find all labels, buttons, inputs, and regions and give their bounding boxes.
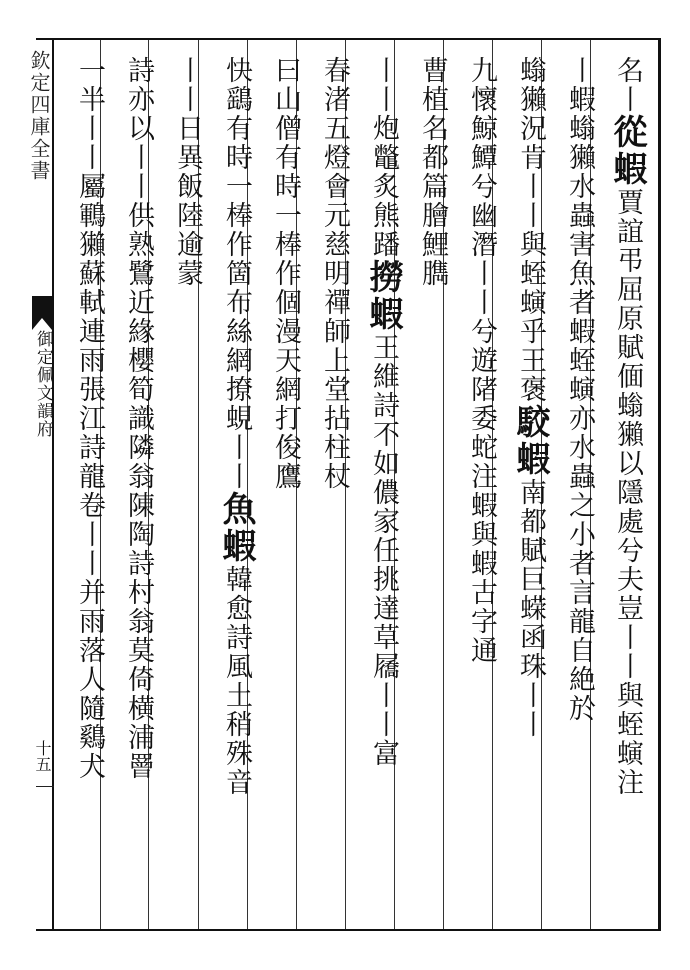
text-column xyxy=(262,56,308,926)
column-text: 詩亦以丨丨供熟鷺近緣櫻筍識隣翁陳陶詩村翁莫倚横浦罾 xyxy=(123,56,154,781)
text-column xyxy=(66,56,112,926)
page-number-rule xyxy=(36,786,54,787)
fish-tail-mark-icon xyxy=(32,296,52,330)
text-column xyxy=(311,56,357,926)
page-number: 十五 xyxy=(33,740,52,772)
headword: 魚蝦 xyxy=(216,491,256,565)
column-text: 韓愈詩風土稍殊音 xyxy=(221,565,252,797)
headword: 從蝦 xyxy=(607,114,647,188)
column-text: 丨蝦螉獺水蟲害魚者蝦蛭螾亦水蟲之小者言龍自絶於 xyxy=(564,56,595,723)
text-column xyxy=(213,56,259,926)
column-text: 名丨 xyxy=(612,56,643,114)
column-text: 丨丨炮鼈炙熊蹯 xyxy=(368,56,399,259)
text-column xyxy=(164,56,210,926)
text-column xyxy=(458,56,504,926)
text-column xyxy=(115,56,161,926)
text-column xyxy=(604,56,650,926)
column-text: 南都賦巨蝾函珠丨丨 xyxy=(515,478,546,739)
column-text: 曰山僧有時一棒作個漫天網打俊鷹 xyxy=(270,56,301,491)
text-column xyxy=(409,56,455,926)
column-text: 春渚五燈會元慈明禪師上堂拈柱杖 xyxy=(319,56,350,491)
spine-collection-title: 欽定四庫全書 xyxy=(27,50,51,182)
column-text: 委蛇注蝦與蝦古字通 xyxy=(466,404,497,665)
column-text: 賈誼弔屈原賦偭螉獺以隱處兮夫豈丨丨與蛭螾注 xyxy=(612,188,643,797)
column-text: 丨丨日異飯陸逾蒙 xyxy=(172,56,203,288)
spine-book-title: 御定佩文韻府 xyxy=(33,330,53,438)
headword: 駮蝦 xyxy=(510,404,550,478)
text-column xyxy=(507,56,553,926)
headword: 撈蝦 xyxy=(363,259,403,333)
text-column xyxy=(556,56,602,926)
frame-top-rule xyxy=(36,38,661,40)
column-text: 快鷂有時一棒作箇布絲網撩蜆丨丨 xyxy=(221,56,252,491)
frame-right-rule xyxy=(658,38,661,931)
column-text: 曹植名都篇膾鯉臇 xyxy=(417,56,448,288)
spine-rule xyxy=(52,38,54,931)
column-text: 王維詩不如儂家任挑達草屩丨丨富 xyxy=(368,333,399,768)
column-text: 螉獺況肯丨丨與蛭螾乎王褒 xyxy=(515,56,546,404)
column-text: 九懷鯨鱏兮幽潛丨丨兮遊陼 xyxy=(466,56,497,404)
frame-bottom-rule xyxy=(36,929,661,931)
text-column xyxy=(360,56,406,926)
column-text: 一半丨丨屬鶤獺蘇軾連雨張江詩龍卷丨丨并雨落人隨鷄犬 xyxy=(74,56,105,781)
